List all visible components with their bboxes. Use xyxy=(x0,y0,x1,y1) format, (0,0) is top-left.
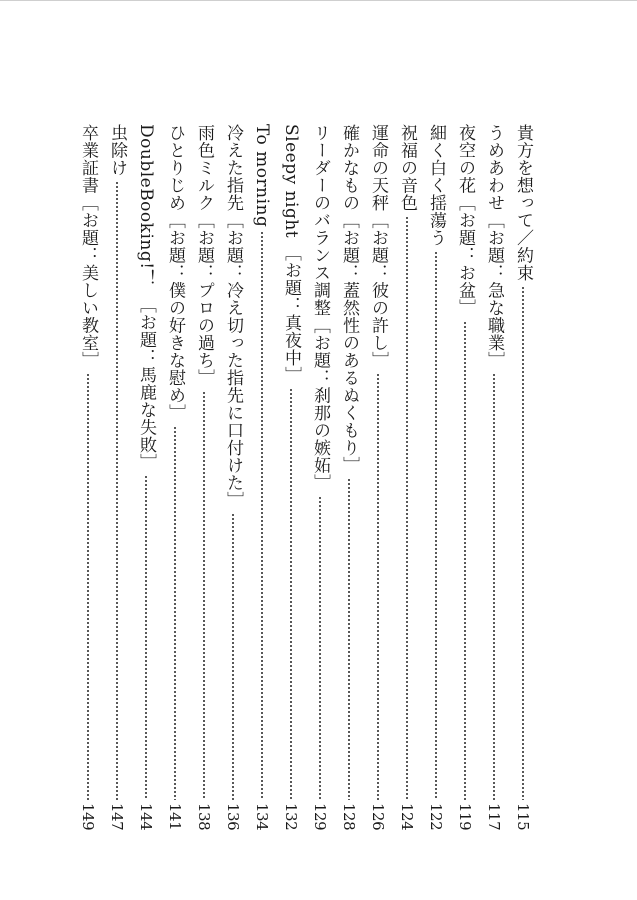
toc-entry-page: 115 xyxy=(514,802,532,830)
toc-entry-page: 141 xyxy=(166,802,184,830)
dot-leader xyxy=(116,181,118,800)
dot-leader xyxy=(145,475,147,800)
toc-entry-page: 129 xyxy=(311,802,329,830)
top-border xyxy=(0,0,637,1)
toc-column-8 xyxy=(308,124,332,830)
toc-entry-title: 運命の天秤［お題：彼の許し］ xyxy=(368,124,388,369)
toc-entry-title: DoubleBooking!！ ［お題：馬鹿な失敗］ xyxy=(136,124,156,472)
toc-entry-title: 確かなもの［お題：蓋然性のあるぬくもり］ xyxy=(339,124,359,474)
toc-column-6 xyxy=(366,124,390,830)
toc-entry-page: 122 xyxy=(427,802,445,830)
toc-column-4 xyxy=(424,124,448,830)
toc-entry-title: 卒業証書［お題：美しい教室］ xyxy=(78,124,98,369)
toc-entry-title: うめあわせ［お題：急な職業］ xyxy=(484,124,504,369)
toc-column-11 xyxy=(221,124,245,830)
toc-column-1 xyxy=(511,124,535,830)
toc-column-12 xyxy=(192,124,216,830)
dot-leader xyxy=(493,373,495,800)
toc-entry-title: To morning xyxy=(252,124,272,228)
toc-column-13 xyxy=(163,124,187,830)
dot-leader xyxy=(406,216,408,800)
toc-entry-title: 貴方を想って／約束 xyxy=(513,124,533,282)
toc-entry-page: 136 xyxy=(224,802,242,830)
toc-entry-page: 149 xyxy=(79,802,97,830)
toc-entry-page: 124 xyxy=(398,802,416,830)
toc-entry-title: 夜空の花［お題：お盆］ xyxy=(455,124,475,317)
dot-leader xyxy=(290,388,292,800)
toc-entry-title: 祝福の音色 xyxy=(397,124,417,212)
toc-column-2 xyxy=(482,124,506,830)
toc-entry-page: 117 xyxy=(485,802,503,830)
toc-entry-page: 144 xyxy=(137,802,155,830)
dot-leader xyxy=(319,496,321,800)
dot-leader xyxy=(522,286,524,800)
toc-column-14 xyxy=(134,124,158,830)
dot-leader xyxy=(203,391,205,800)
toc-entry-title: 虫除け xyxy=(107,124,127,177)
toc-entry-page: 119 xyxy=(456,802,474,830)
toc-entry-title: 細く白く揺蕩う xyxy=(426,124,446,247)
toc-entry-title: 冷えた指先［お題：冷え切った指先に口付けた］ xyxy=(223,124,243,509)
toc-entry-page: 132 xyxy=(282,802,300,830)
toc-column-3 xyxy=(453,124,477,830)
toc-column-10 xyxy=(250,124,274,830)
toc-entry-page: 138 xyxy=(195,802,213,830)
toc-entry-title: Sleepy night ［お題：真夜中］ xyxy=(281,124,301,385)
toc-column-5 xyxy=(395,124,419,830)
dot-leader xyxy=(348,478,350,800)
toc-entry-page: 126 xyxy=(369,802,387,830)
toc-entry-page: 134 xyxy=(253,802,271,830)
toc-column-7 xyxy=(337,124,361,830)
dot-leader xyxy=(435,251,437,800)
dot-leader xyxy=(87,373,89,800)
toc-entry-page: 128 xyxy=(340,802,358,830)
toc-column-9 xyxy=(279,124,303,830)
dot-leader xyxy=(174,426,176,800)
dot-leader xyxy=(377,373,379,800)
toc-entry-title: ひとりじめ［お題：僕の好きな慰め］ xyxy=(165,124,185,422)
toc-column-16 xyxy=(76,124,100,830)
toc-column-15 xyxy=(105,124,129,830)
dot-leader xyxy=(232,513,234,800)
dot-leader xyxy=(261,231,263,800)
toc-entry-title: リーダーのバランス調整［お題：刹那の嫉妬］ xyxy=(310,124,330,492)
toc-entry-title: 雨色ミルク［お題：プロの過ち］ xyxy=(194,124,214,387)
toc-entry-page: 147 xyxy=(108,802,126,830)
dot-leader xyxy=(464,321,466,800)
